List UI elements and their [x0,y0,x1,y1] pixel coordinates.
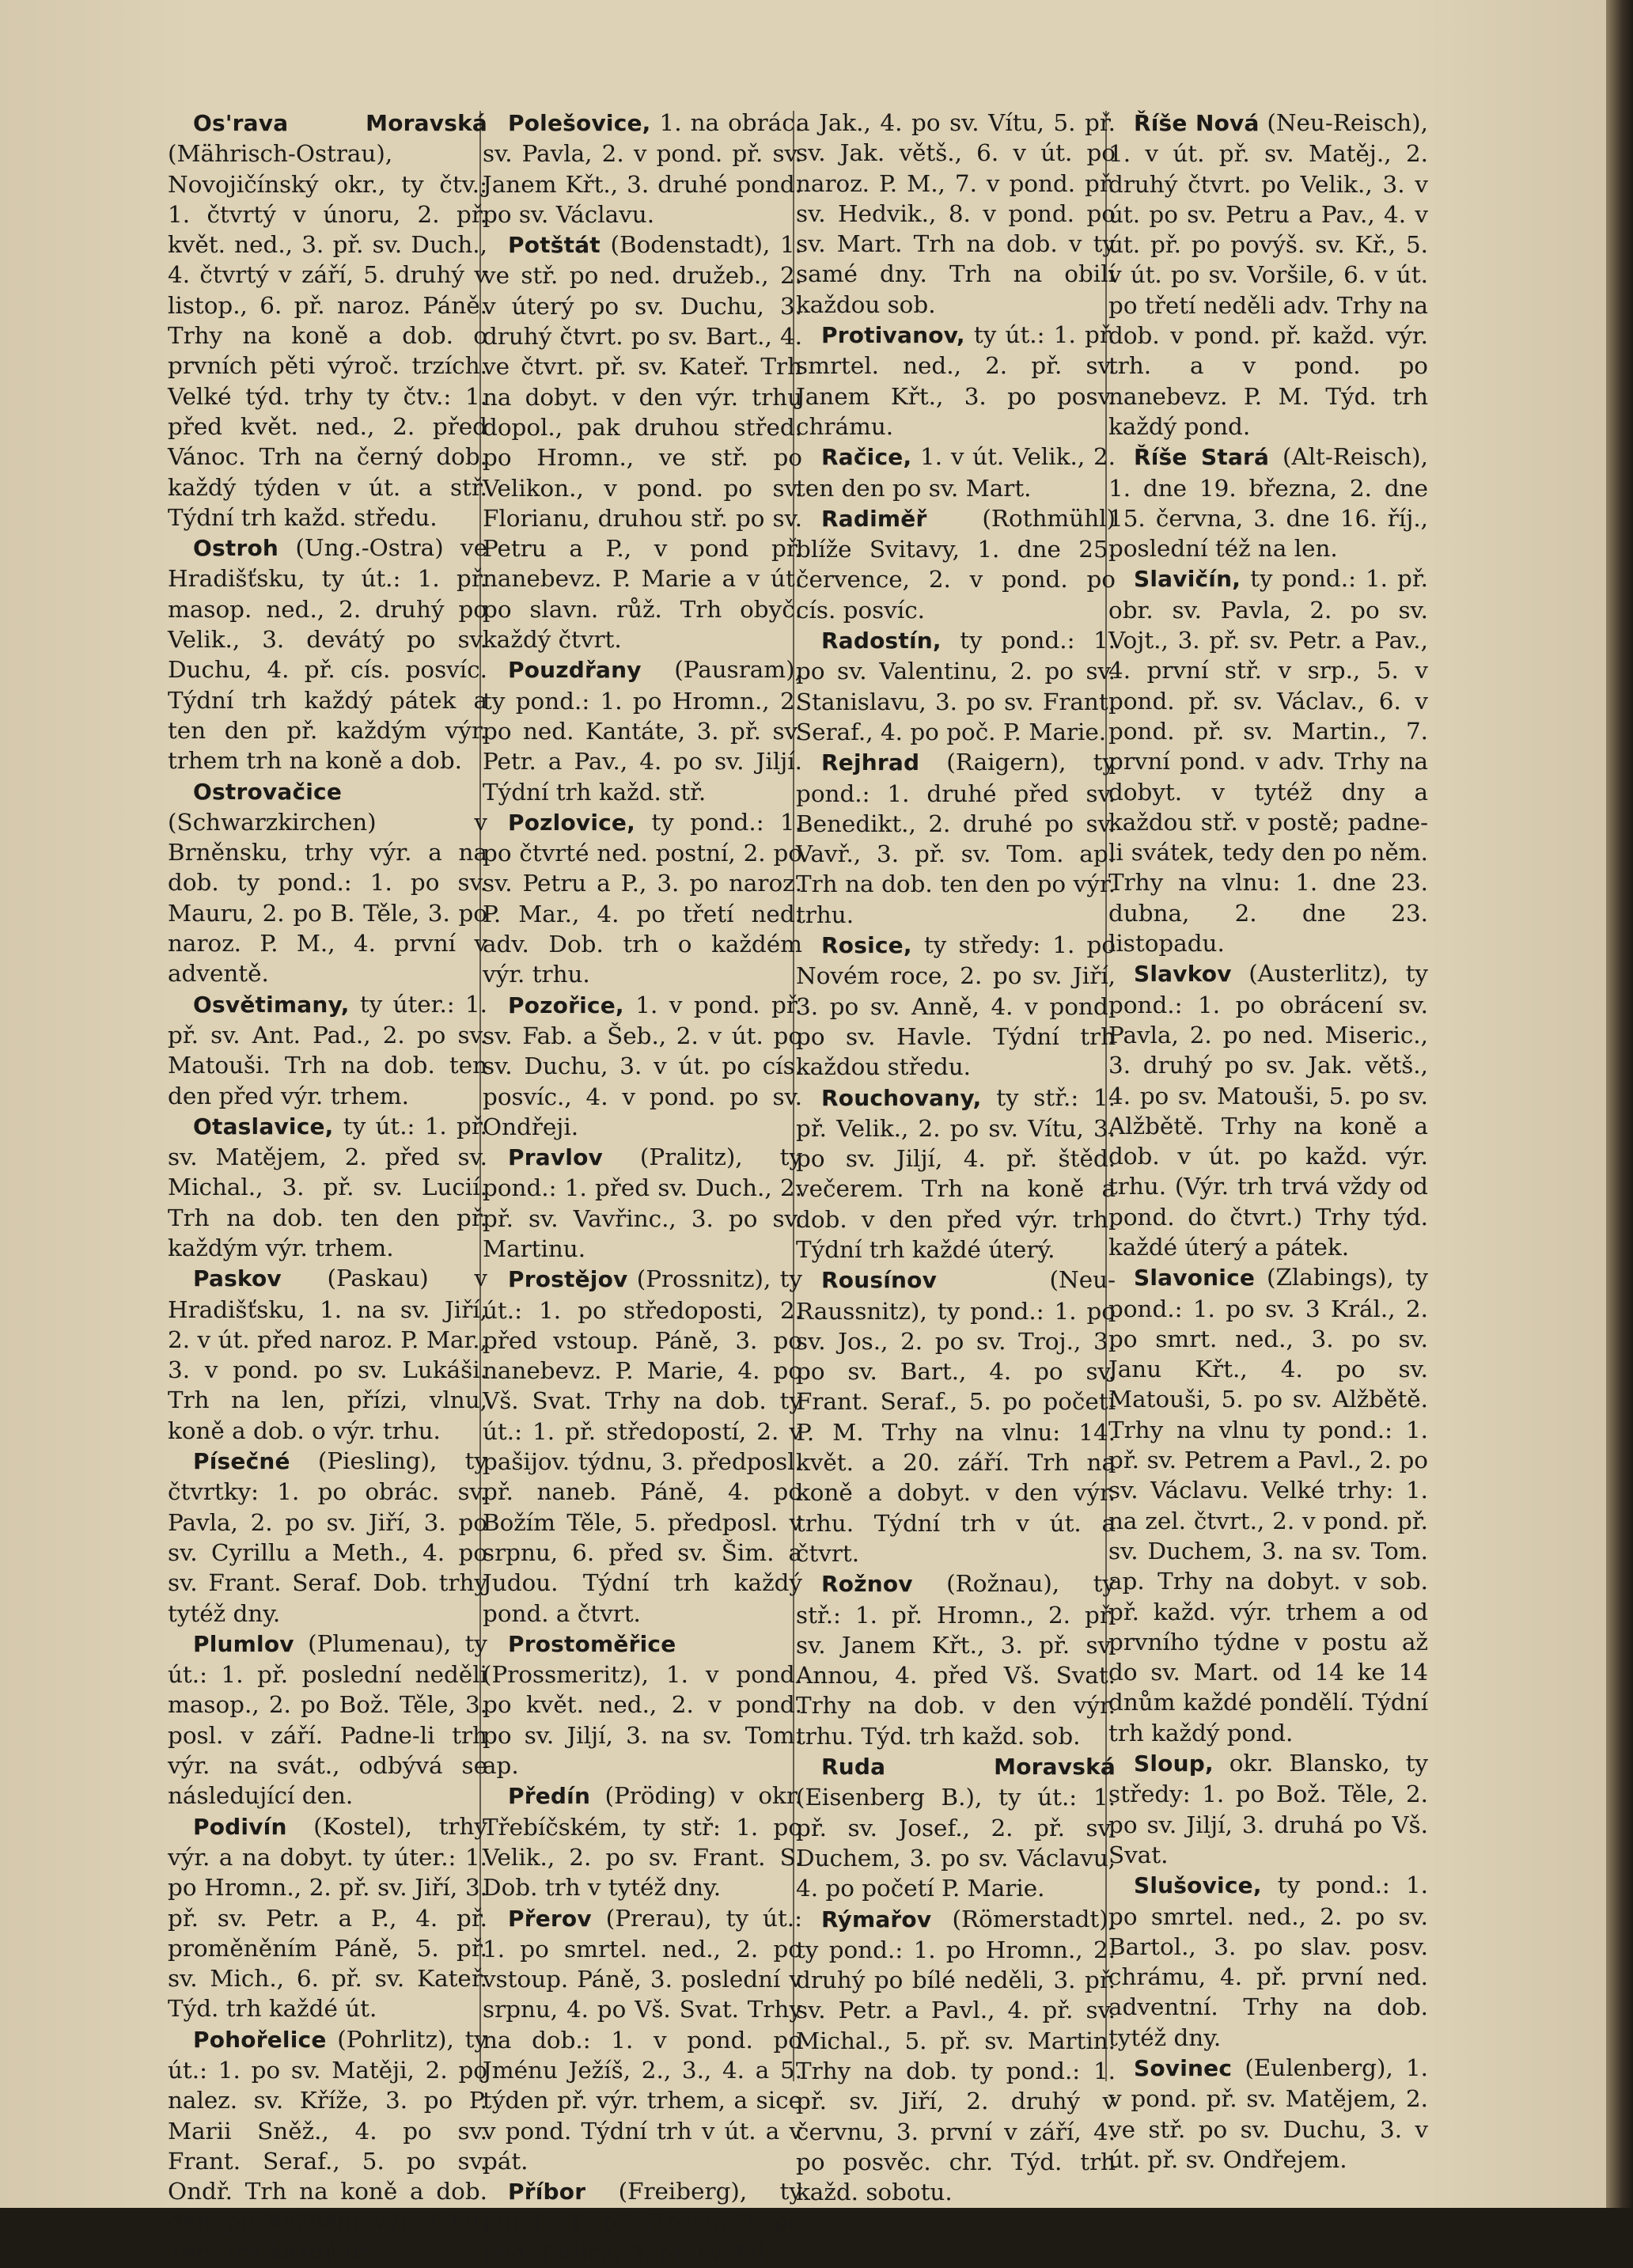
entry-text: 1. v pond. př. sv. Fab. a Šeb., 2. v út. po sv. Duchu, 3. v út. po cís. posvíc., 4. v pond. po sv. Ondřeji. [483,991,802,1140]
town-name: Plumlov [193,1630,294,1657]
entry-text: (Eulenberg), 1. v pond. př. sv. Matějem, 2. ve stř. po sv. Duchu, 3. v út. př. sv. Ondřejem. [1108,2054,1428,2173]
town-name: Předín [508,1783,591,1810]
entry-text: (Piesling), ty čtvrtky: 1. po obrác. sv. Pavla, 2. po sv. Jiří, 3. po sv. Cyrillu a Meth., 4. po sv. Frant. Seraf. Dob. trhy tytéž dny. [168,1447,487,1627]
directory-entry [796,1083,1116,1265]
entry-text: ty pond.: 1. po smrtel. ned., 2. po sv. Bartol., 3. po slav. posv. chrámu, 4. př. první ned. adventní. Trhy na dob. tytéž dny. [1108,1872,1428,2051]
text-column-4 [1108,108,1428,2173]
directory-entry [168,2024,487,2267]
directory-entry [483,229,802,654]
town-name: Rejhrad [821,749,920,776]
entry-text: ty stř.: 1. př. Velik., 2. po sv. Vítu, 3. po sv. Jiljí, 4. př. štěd. večerem. Trh na koně a dob. v den před výr. trh. Týdní trh každé úterý. [796,1083,1116,1263]
entry-text: (Mährisch-Ostrau), Novojičínský okr., ty čtv.: 1. čtvrtý v únoru, 2. př. květ. ned., 3. př. sv. Duch., 4. čtvrtý v září, 5. druhý v listop., 6. př. naroz. Páně. Trhy na koně a dob. o prvních pěti výroč. trzích. Velké týd. trhy ty čtv.: 1. před květ. ned., 2. před Vánoc. Trh na černý dob. každý týden v út. a stř. Týdní trh každ. středu. [168,140,487,531]
entry-text: (Prerau), ty út.: 1. po smrtel. ned., 2. po vstoup. Páně, 3. poslední v srpnu, 4. po Vš. Svat. Trhy na dob.: 1. v pond. po Jménu Ježíš, 2., 3., 4. a 5. týden př. výr. trhem, a sice v pond. Týdní trh v út. a v pát. [483,1904,802,2175]
entry-text: 1. na obrác. sv. Pavla, 2. v pond. př. sv. Janem Křt., 3. druhé pond. po sv. Václavu. [483,109,802,228]
text-column-3 [796,108,1116,2206]
town-name: Ostroh [193,535,279,562]
directory-entry [1108,563,1428,958]
directory-entry [483,1903,802,2177]
town-name: Přerov [508,1905,592,1932]
directory-entry [483,108,802,229]
town-name: Pravlov [508,1144,603,1171]
entry-text: (Eisenberg B.), ty út.: 1. př. sv. Josef., 2. př. sv. Duchem, 3. po sv. Václavu, 4. po početí P. Marie. [796,1784,1116,1902]
entry-text: (Schwarzkirchen) v Brněnsku, trhy výr. a na dob. ty pond.: 1. po sv. Mauru, 2. po B. Těle, 3. po naroz. P. M., 4. první v adventě. [168,808,487,988]
entry-text: (Pralitz), ty pond.: 1. před sv. Duch., 2. př. sv. Vavřinc., 3. po sv. Martinu. [483,1143,802,1262]
town-name: Potštát [508,232,601,259]
town-name: Podivín [193,1813,287,1840]
entry-text: (Pohrlitz), ty út.: 1. po sv. Matěji, 2. po nalez. sv. Kříže, 3. po P. Marii Sněž., 4. po sv. Frant. Seraf., 5. po sv. Ondř. Trh na koně a dob. den po každém výr. trhu. Týd. trh každý út. [168,2025,487,2266]
directory-entry [168,1111,487,1263]
entry-text: a Jak., 4. po sv. Vítu, 5. př. sv. Jak. větš., 6. v út. po naroz. P. M., 7. v pond. př. sv. Hedvik., 8. v pond. po sv. Mart. Trh na dob. v ty samé dny. Trh na obilí každou sob. [796,109,1116,318]
directory-entry [796,625,1116,747]
town-name: Příbor [508,2179,586,2205]
directory-entry [483,1142,802,1264]
directory-entry [1108,1748,1428,1870]
town-name: Rouchovany, [821,1084,982,1111]
town-name: Sovinec [1134,2055,1233,2081]
directory-entry [168,1811,487,2024]
directory-entry [483,654,802,806]
entry-text: (Neu-Raussnitz), ty pond.: 1. po sv. Jos., 2. po sv. Troj., 3. po sv. Bart., 4. po sv. Frant. Seraf., 5. po početí P. M. Trhy na vlnu: 14. květ. a 20. září. Trh na koně a dobyt. v den výr. trhu. Týdní trh v út. a čtvrt. [796,1266,1116,1567]
town-name: Paskov [193,1265,282,1292]
town-name: Radostín, [821,628,942,654]
directory-entry [168,108,487,533]
town-name: Pouzdřany [508,657,642,684]
entry-text: (Austerlitz), ty pond.: 1. po obrácení sv. Pavla, 2. po ned. Miseric., 3. druhý po sv. Jak. větš., 4. po sv. Matouši, 5. po sv. Alžbětě. Trhy na koně a dob. v út. po každ. výr. trhu. (Výr. trh trvá vždy od pond. do čtvrt.) Trhy týd. každé úterý a pátek. [1108,960,1428,1261]
directory-entry [168,533,487,776]
directory-entry [168,989,487,1111]
entry-text: (Kostel), trhy výr. a na dobyt. ty úter.: 1. po Hromn., 2. př. sv. Jiří, 3. př. sv. Petr. a P., 4. př. proměněním Páně, 5. př. sv. Mich., 6. př. sv. Kateř. Týd. trh každé út. [168,1812,487,2023]
directory-entry [796,1751,1116,1903]
directory-entry [796,503,1116,625]
town-name: Ostrovačice [193,778,343,805]
entry-text: (Prossmeritz), 1. v pond. po květ. ned., 2. v pond. po sv. Jiljí, 3. na sv. Tom. ap. [483,1661,802,1780]
town-name: Rožnov [821,1571,913,1598]
text-column-2 [483,108,802,2266]
town-name: Říše Nová [1134,110,1260,136]
entry-text: ty út.: 1. př. sv. Matějem, 2. před sv. Michal., 3. př. sv. Lucií. Trh na dob. ten den př. každým výr. trhem. [168,1112,487,1261]
town-name: Prostějov [508,1266,628,1293]
town-name: Os'rava Moravská [193,110,487,136]
town-name: Otaslavice, [193,1113,334,1140]
text-column-1 [168,108,487,2266]
entry-text: (Prossnitz), ty út.: 1. po středoposti, 2. před vstoup. Páně, 3. po nanebevz. P. Marie, 4. po Vš. Svat. Trhy na dob. ty út.: 1. př. středopostí, 2. v pašijov. týdnu, 3. předposl. př. naneb. Páně, 4. po Božím Těle, 5. předposl. v srpnu, 6. před sv. Šim. a Judou. Týdní trh každý pond. a čtvrt. [483,1265,802,1627]
town-name: Račice, [821,444,912,471]
directory-entry [483,807,802,990]
town-name: Slavonice [1134,1265,1256,1291]
directory-entry [1108,2053,1428,2175]
directory-entry [796,320,1116,442]
town-name: Sloup, [1134,1750,1214,1777]
entry-text: (Freiberg), ty pond.: 1. př. Hrom., 2. po ned. Judica, 3. př. sv. Fil. [483,2178,802,2266]
entry-text: (Neu-Reisch), 1. v út. př. sv. Matěj., 2. druhý čtvrt. po Velik., 3. v út. po sv. Petru a Pav., 4. v út. př. po povýš. sv. Kř., 5. v út. po sv. Voršile, 6. v út. po třetí neděli adv. Trhy na dob. v pond. př. každ. výr. trh. a v pond. po nanebevz. P. M. Týd. trh každý pond. [1108,109,1428,440]
directory-entry [1108,958,1428,1262]
directory-entry [168,1629,487,1811]
entry-text: ty pond.: 1. př. obr. sv. Pavla, 2. po sv. Vojt., 3. př. sv. Petr. a Pav., 4. první stř. v srp., 5. v pond. př. sv. Václav., 6. v pond. př. sv. Martin., 7. první pond. v adv. Trhy na dobyt. v tytéž dny a každou stř. v postě; padne-li svátek, tedy den po něm. Trhy na vlnu: 1. dne 23. dubna, 2. dne 23. listopadu. [1108,565,1428,958]
town-name: Pozořice, [508,992,624,1018]
entry-text: okr. Blansko, ty středy: 1. po Bož. Těle, 2. po sv. Jiljí, 3. druhá po Vš. Svat. [1108,1750,1428,1868]
directory-entry [1108,108,1428,442]
entry-text: ty středy: 1. po Novém roce, 2. po sv. Jiří, 3. po sv. Anně, 4. v pond. po sv. Havle. Týdní trh každou středu. [796,931,1116,1081]
directory-entry [168,1263,487,1446]
town-name: Rosice, [821,932,912,959]
town-name: Prostoměřice [508,1630,676,1657]
directory-entry [796,108,1116,320]
town-name: Ruda Moravská [821,1754,1116,1781]
directory-entry [796,930,1116,1082]
entry-text: (Rožnau), ty stř.: 1. př. Hromn., 2. př. sv. Janem Křt., 3. př. sv. Annou, 4. před Vš. Svat. Trhy na dob. v den výr. trhu. Týd. trh každ. sob. [796,1570,1116,1750]
town-name: Rýmařov [821,1906,932,1932]
entry-text: ty út.: 1. př. smrtel. ned., 2. př. sv. Janem Křt., 3. po posv. chrámu. [796,321,1116,440]
town-name: Protivanov, [821,322,965,349]
directory-entry [796,1904,1116,2208]
directory-entry [483,1264,802,1629]
directory-entry [483,2176,802,2268]
entry-text: (Paskau) v Hradišťsku, 1. na sv. Jiří, 2. v út. před naroz. P. Mar., 3. v pond. po sv. Lukáši. Trh na len, přízi, vlnu, koně a dob. o výr. trhu. [168,1265,487,1444]
town-name: Slavkov [1134,961,1232,988]
entry-text: (Römerstadt), ty pond.: 1. po Hromn., 2. druhý po bílé neděli, 3. př. sv. Petr. a Pavl., 4. př. sv. Michal., 5. př. sv. Martin. Trhy na dob. ty pond.: 1. př. sv. Jiří, 2. druhý v červnu, 3. první v září, 4. po posvěc. chr. Týd. trh každ. sobotu. [796,1905,1116,2206]
directory-entry [1108,442,1428,563]
town-name: Písečné [193,1448,290,1475]
town-name: Slavičín, [1134,566,1241,593]
directory-entry [796,747,1116,930]
entry-text: (Rothmühl) blíže Svitavy, 1. dne 25. července, 2. v pond. po cís. posvíc. [796,504,1116,624]
town-name: Osvětimany, [193,991,350,1018]
entry-text: (Pröding) v okr. Třebíčském, ty stř: 1. po Velik., 2. po sv. Frant. S. Dob. trh v tytéž dny. [483,1782,802,1902]
directory-entry [1108,1870,1428,2053]
entry-text: (Raigern), ty pond.: 1. druhé před sv. Benedikt., 2. druhé po sv. Vavř., 3. př. sv. Tom. ap. Trh na dob. ten den po výr. trhu. [796,749,1116,928]
directory-entry [796,1265,1116,1568]
town-name: Polešovice, [508,110,651,136]
town-name: Říše Stará [1134,444,1270,471]
entry-text: (Zlabings), ty pond.: 1. po sv. 3 Král., 2. po smrt. ned., 3. po sv. Janu Křt., 4. po sv. Matouši, 5. po sv. Alžbětě. Trhy na vlnu ty pond.: 1. př. sv. Petrem a Pavl., 2. po sv. Václavu. Velké trhy: 1. na zel. čtvrt., 2. v pond. př. sv. Duchem, 3. na sv. Tom. ap. Trhy na dobyt. v sob. př. každ. výr. trhem a od prvního týdne v postu až do sv. Mart. od 14 ke 14 dnům každé pondělí. Týdní trh každý pond. [1108,1264,1428,1747]
town-name: Radiměř [821,505,927,532]
entry-text: 1. v út. Velik., 2. ten den po sv. Mart. [796,443,1116,502]
entry-text: (Plumenau), ty út.: 1. př. poslední neděli masop., 2. po Bož. Těle, 3. posl. v září. Padne-li trh výr. na svát., odbývá se následující den. [168,1629,487,1810]
directory-entry [483,1629,802,1781]
town-name: Rousínov [821,1267,938,1294]
entry-text: (Ung.-Ostra) ve Hradišťsku, ty út.: 1. př. masop. ned., 2. druhý po Velik., 3. devátý po sv. Duchu, 4. př. cís. posvíc. Týdní trh každý pátek a ten den př. každým výr. trhem trh na koně a dob. [168,534,487,775]
entry-text: (Bodenstadt), 1. ve stř. po ned. družeb., 2. v úterý po sv. Duchu, 3. druhý čtvrt. po sv. Bart., 4. ve čtvrt. př. sv. Kateř. Trh na dobyt. v den výr. trhu dopol., pak druhou střed. po Hromn., ve stř. po Velikon., v pond. po sv. Florianu, druhou stř. po sv. Petru a P., v pond př. nanebevz. P. Marie a v út. po slavn. růž. Trh obyč. každý čtvrt. [483,231,802,654]
entry-text: (Pausram), ty pond.: 1. po Hromn., 2. po ned. Kantáte, 3. př. sv. Petr. a Pav., 4. po sv. Jiljí. Týdní trh každ. stř. [483,656,802,806]
directory-entry [483,1781,802,1902]
book-edge [1606,0,1633,2208]
directory-entry [483,990,802,1142]
directory-entry [796,1568,1116,1751]
directory-entry [168,776,487,989]
town-name: Slušovice, [1134,1872,1262,1899]
entry-text: ty úter.: 1. př. sv. Ant. Pad., 2. po sv. Matouši. Trh na dob. ten den před výr. trhem. [168,990,487,1109]
entry-text: ty pond.: 1. po čtvrté ned. postní, 2. po sv. Petru a P., 3. po naroz. P. Mar., 4. po třetí ned. adv. Dob. trh o každém výr. trhu. [483,808,802,988]
entry-text: ty pond.: 1. po sv. Valentinu, 2. po sv. Stanislavu, 3. po sv. Frant. Seraf., 4. po poč. P. Marie. [796,627,1116,745]
directory-entry [796,442,1116,503]
entry-text: (Alt-Reisch), 1. dne 19. března, 2. dne 15. června, 3. dne 16. říj., poslední též na len. [1108,443,1428,563]
town-name: Pohořelice [193,2026,327,2053]
town-name: Pozlovice, [508,809,635,836]
directory-entry [1108,1262,1428,1748]
directory-entry [168,1446,487,1629]
